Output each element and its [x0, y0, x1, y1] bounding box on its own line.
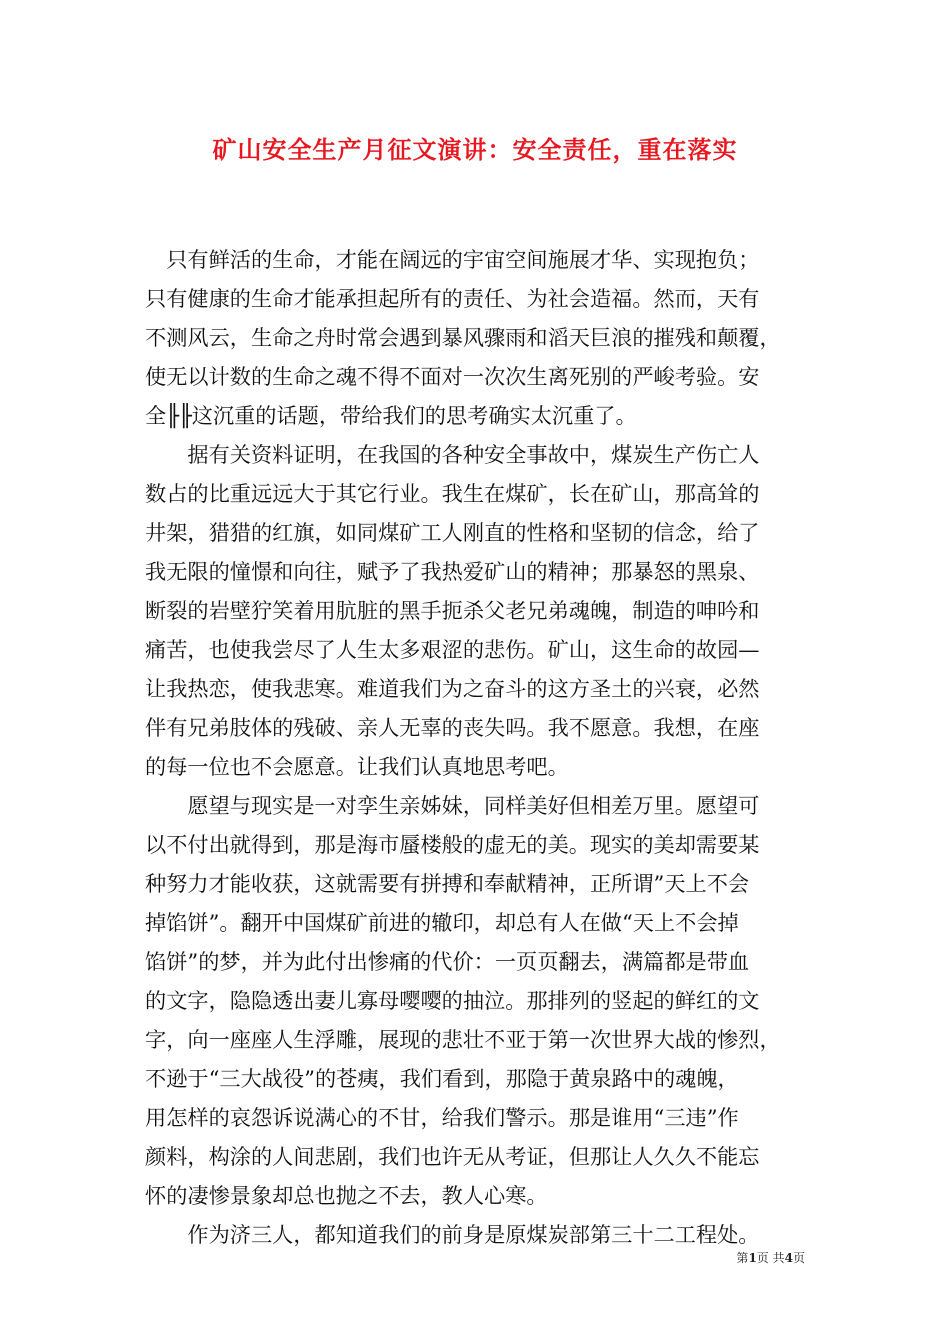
- text-line: 不逊于“三大战役”的苍痍，我们看到，那隐于黄泉路中的魂魄，: [145, 1066, 739, 1091]
- document-title: 矿山安全生产月征文演讲：安全责任，重在落实: [212, 135, 738, 164]
- text-line: 数占的比重远远大于其它行业。我生在煤矿，长在矿山，那高耸的: [145, 481, 760, 506]
- text-line: 作为济三人，都知道我们的前身是原煤炭部第三十二工程处。: [145, 1222, 760, 1247]
- footer-middle: 页 共: [756, 1251, 785, 1265]
- text-line: 愿望与现实是一对孪生亲姊妹，同样美好但相差万里。愿望可: [145, 793, 760, 818]
- text-line: 伴有兄弟肢体的残破、亲人无辜的丧失吗。我不愿意。我想，在座: [145, 715, 760, 740]
- text-line: 用怎样的哀怨诉说满心的不甘，给我们警示。那是谁用“三违”作: [145, 1105, 739, 1130]
- text-line: 以不付出就得到，那是海市蜃楼般的虚无的美。现实的美却需要某: [145, 832, 760, 857]
- footer-prefix: 第: [736, 1251, 749, 1265]
- paragraph-2: [145, 435, 815, 786]
- text-line: 只有健康的生命才能承担起所有的责任、为社会造福。然而，天有: [145, 286, 760, 311]
- text-line: 怀的凄惨景象却总也抛之不去，教人心寒。: [145, 1183, 548, 1208]
- text-line: 断裂的岩壁狞笑着用肮脏的黑手扼杀父老兄弟魂魄，制造的呻吟和: [145, 598, 760, 623]
- text-line: 让我热恋，使我悲寒。难道我们为之奋斗的这方圣土的兴衰，必然: [145, 676, 760, 701]
- text-line: 掉馅饼”。翻开中国煤矿前进的辙印，却总有人在做“天上不会掉: [145, 910, 739, 935]
- text-line: 只有鲜活的生命，才能在阔远的宇宙空间施展才华、实现抱负；: [145, 247, 760, 272]
- total-pages-number: 4: [784, 1251, 793, 1265]
- paragraph-4: [145, 1215, 815, 1254]
- paragraph-3: [145, 786, 815, 1215]
- page-number-footer: [736, 1249, 805, 1266]
- text-line: 馅饼”的梦，并为此付出惨痛的代价：一页页翻去，满篇都是带血: [145, 949, 750, 974]
- document-body: [145, 240, 815, 1254]
- text-line: 的文字，隐隐透出妻儿寡母嘤嘤的抽泣。那排列的竖起的鲜红的文: [145, 988, 760, 1013]
- text-line: 种努力才能收获，这就需要有拼搏和奉献精神，正所谓”天上不会: [145, 871, 750, 896]
- text-line: 井架，猎猎的红旗，如同煤矿工人刚直的性格和坚韧的信念，给了: [145, 520, 760, 545]
- text-line: 使无以计数的生命之魂不得不面对一次次生离死别的严峻考验。安: [145, 364, 760, 389]
- text-line: 的每一位也不会愿意。让我们认真地思考吧。: [145, 754, 569, 779]
- current-page-number: 1: [748, 1251, 757, 1265]
- text-line: 我无限的憧憬和向往，赋予了我热爱矿山的精神；那暴怒的黑泉、: [145, 559, 760, 584]
- text-line: 颜料，构涂的人间悲剧，我们也许无从考证，但那让人久久不能忘: [145, 1144, 760, 1169]
- paragraph-1: [145, 240, 815, 435]
- text-line: 痛苦，也使我尝尽了人生太多艰涩的悲伤。矿山，这生命的故园—: [145, 637, 760, 662]
- text-line: 据有关资料证明，在我国的各种安全事故中，煤炭生产伤亡人: [145, 442, 760, 467]
- text-line: 不测风云，生命之舟时常会遇到暴风骤雨和滔天巨浪的摧残和颠覆，: [145, 325, 781, 350]
- text-line: 字，向一座座人生浮雕，展现的悲壮不亚于第一次世界大战的惨烈，: [145, 1027, 781, 1052]
- text-line: 全╟╟这沉重的话题，带给我们的思考确实太沉重了。: [145, 403, 637, 428]
- footer-suffix: 页: [792, 1251, 805, 1265]
